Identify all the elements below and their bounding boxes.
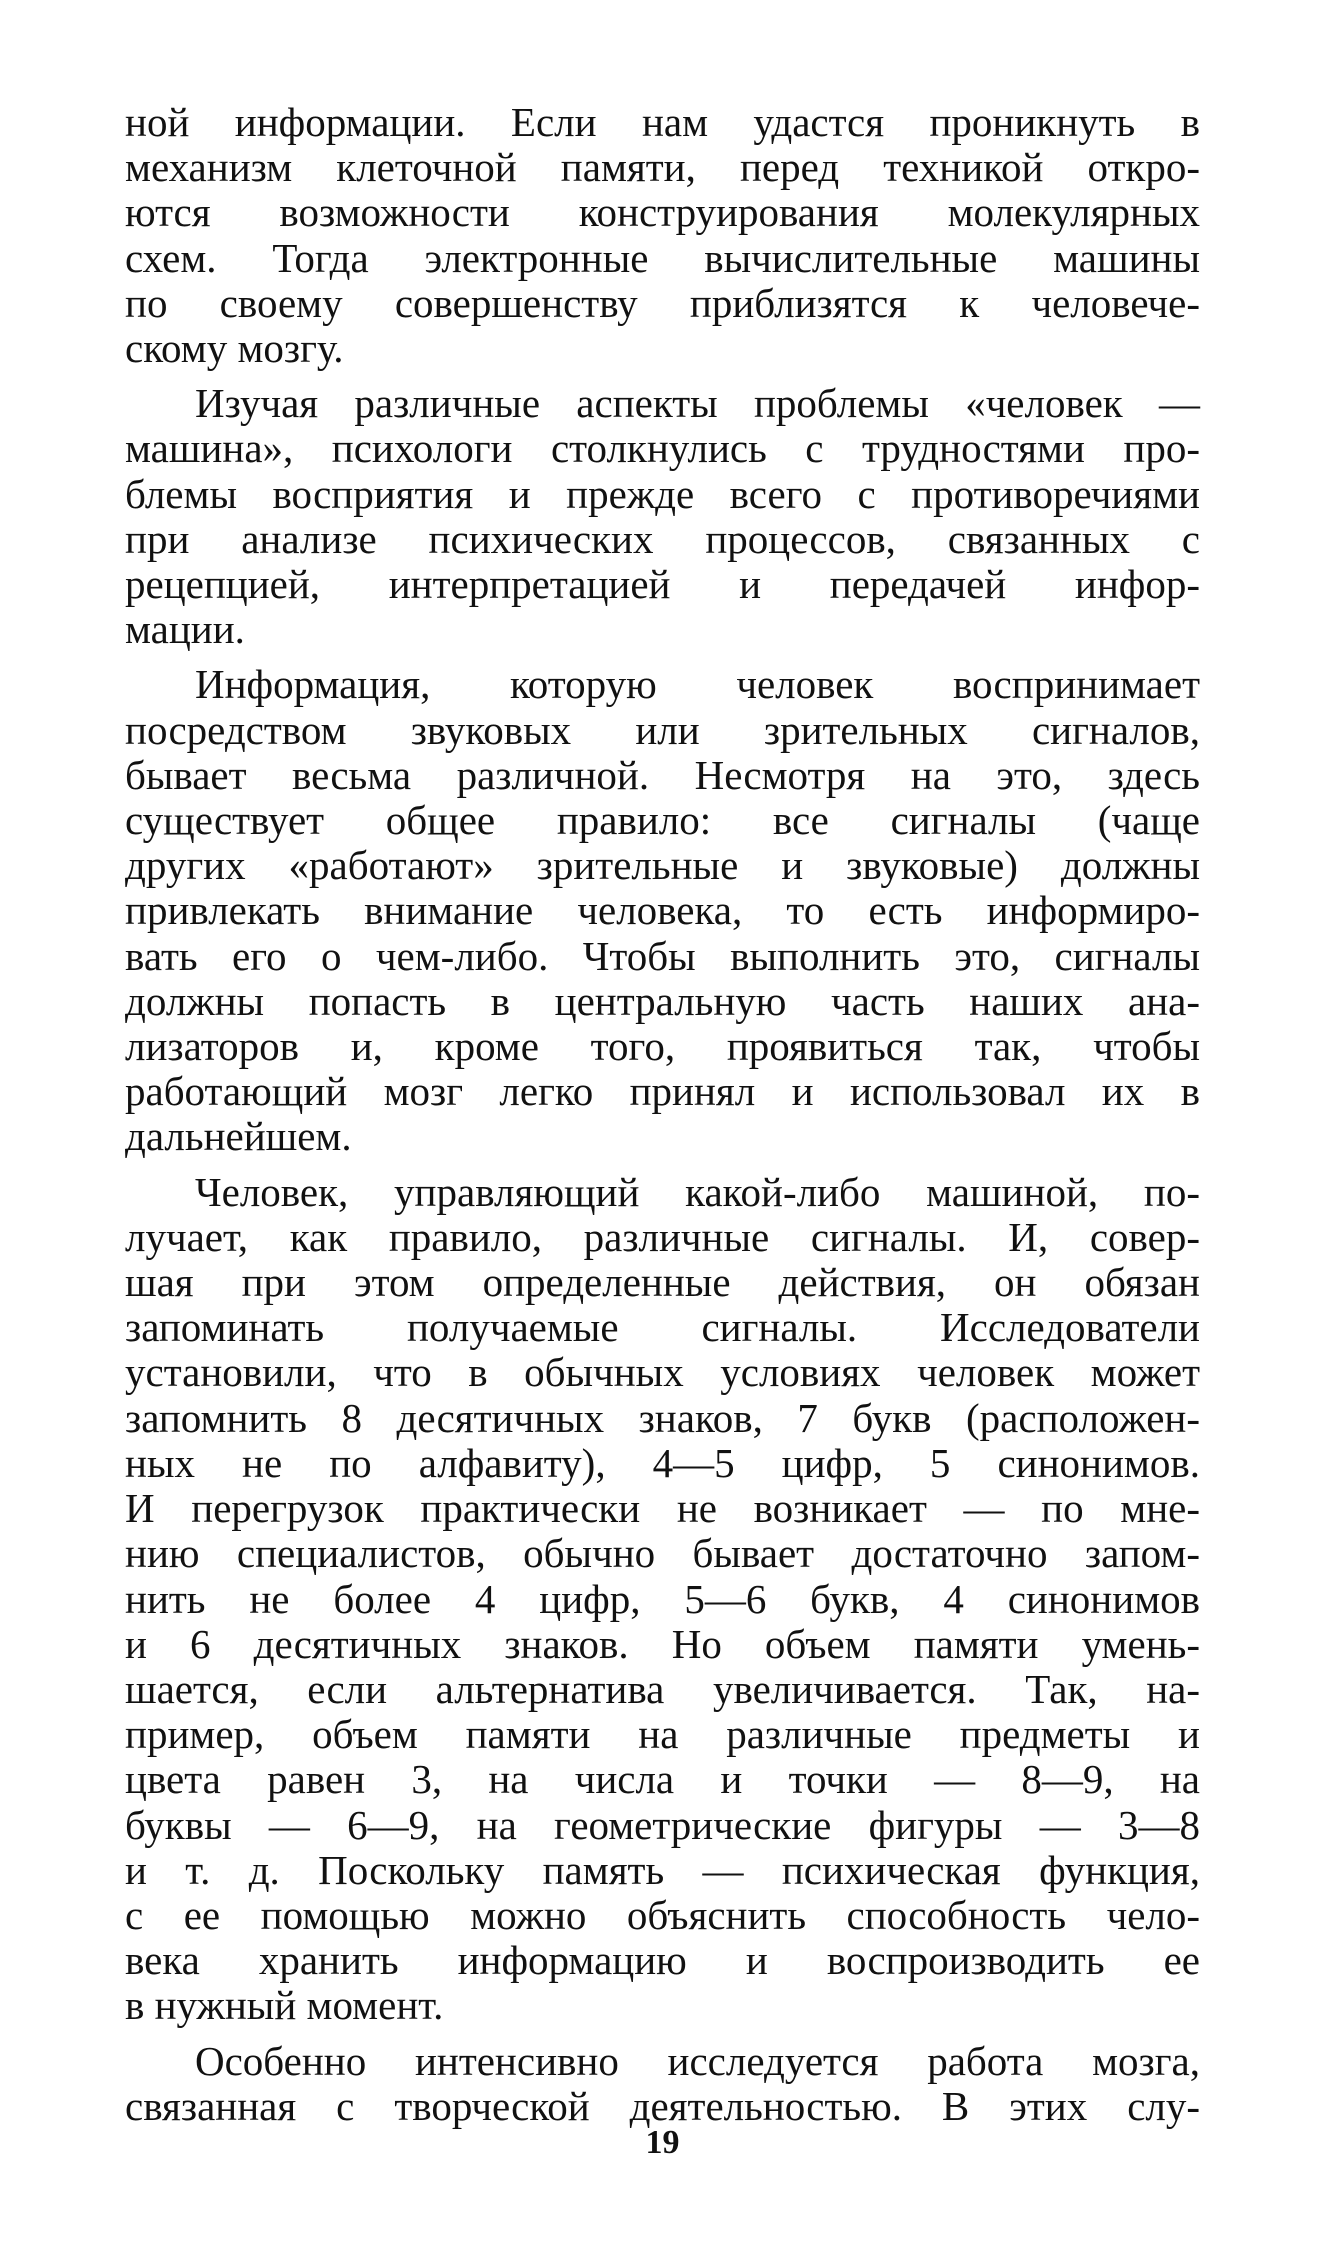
text-body	[125, 100, 1200, 2129]
text-line: в нужный момент.	[125, 1982, 444, 2029]
text-line: с ее помощью можно объяснить способность чело-	[125, 1891, 1200, 1938]
text-line: привлекать внимание человека, то есть информиро-	[125, 887, 1200, 934]
text-line: века хранить информацию и воспроизводить ее	[125, 1937, 1200, 1984]
text-line: ются возможности конструирования молекулярных	[125, 189, 1200, 236]
text-line: посредством звуковых или зрительных сигналов,	[125, 706, 1200, 753]
text-line: И перегрузок практически не возникает — по мне-	[125, 1485, 1200, 1532]
text-line: нить не более 4 цифр, 5—6 букв, 4 синонимов	[125, 1575, 1200, 1622]
text-line: лучает, как правило, различные сигналы. И, совер-	[125, 1213, 1200, 1260]
paragraph	[125, 100, 1200, 371]
text-line: схем. Тогда электронные вычислительные машины	[125, 234, 1200, 281]
paragraph	[125, 381, 1200, 652]
text-line: нию специалистов, обычно бывает достаточно запом-	[125, 1530, 1200, 1577]
text-line: при анализе психических процессов, связанных с	[125, 515, 1200, 562]
text-line: и т. д. Поскольку память — психическая функция,	[125, 1846, 1200, 1893]
text-line: связанная с творческой деятельностью. В этих слу-	[125, 2082, 1200, 2129]
text-line: по своему совершенству приблизятся к человече-	[125, 279, 1200, 326]
text-line: Изучая различные аспекты проблемы «человек —	[195, 380, 1200, 427]
text-line: бывает весьма различной. Несмотря на это, здесь	[125, 751, 1200, 798]
page-number: 19	[645, 2124, 680, 2161]
text-line: цвета равен 3, на числа и точки — 8—9, на	[125, 1756, 1200, 1803]
text-line: Информация, которую человек воспринимает	[195, 661, 1200, 708]
text-line: других «работают» зрительные и звуковые) должны	[125, 842, 1200, 889]
text-line: вать его о чем-либо. Чтобы выполнить это, сигналы	[125, 932, 1200, 979]
text-line: скому мозгу.	[125, 325, 344, 372]
text-line: шая при этом определенные действия, он обязан	[125, 1259, 1200, 1306]
text-line: Особенно интенсивно исследуется работа мозга,	[195, 2037, 1200, 2084]
text-line: запомнить 8 десятичных знаков, 7 букв (расположен-	[125, 1394, 1200, 1441]
text-line: Человек, управляющий какой-либо машиной, по-	[195, 1168, 1200, 1215]
text-line: блемы восприятия и прежде всего с противоречиями	[125, 470, 1200, 517]
text-line: механизм клеточной памяти, перед техникой откро-	[125, 144, 1200, 191]
paragraph	[125, 662, 1200, 1159]
paragraph	[125, 2039, 1200, 2129]
text-line: лизаторов и, кроме того, проявиться так, чтобы	[125, 1023, 1200, 1070]
paragraph	[125, 1170, 1200, 2029]
text-line: должны попасть в центральную часть наших ана-	[125, 977, 1200, 1024]
text-line: рецепцией, интерпретацией и передачей инфор-	[125, 561, 1200, 608]
book-page	[125, 100, 1200, 2160]
text-line: шается, если альтернатива увеличивается. Так, на-	[125, 1665, 1200, 1712]
text-line: установили, что в обычных условиях человек может	[125, 1349, 1200, 1396]
text-line: мации.	[125, 606, 245, 653]
text-line: и 6 десятичных знаков. Но объем памяти умень-	[125, 1620, 1200, 1667]
text-line: запоминать получаемые сигналы. Исследователи	[125, 1304, 1200, 1351]
text-line: пример, объем памяти на различные предметы и	[125, 1711, 1200, 1758]
text-line: буквы — 6—9, на геометрические фигуры — 3—8	[125, 1801, 1200, 1848]
text-line: работающий мозг легко принял и использовал их в	[125, 1068, 1200, 1115]
text-line: дальнейшем.	[125, 1113, 352, 1160]
text-line: машина», психологи столкнулись с трудностями про-	[125, 425, 1200, 472]
text-line: ных не по алфавиту), 4—5 цифр, 5 синонимов.	[125, 1439, 1200, 1486]
text-line: существует общее правило: все сигналы (чаще	[125, 797, 1200, 844]
text-line: ной информации. Если нам удастся проникнуть в	[125, 99, 1200, 145]
